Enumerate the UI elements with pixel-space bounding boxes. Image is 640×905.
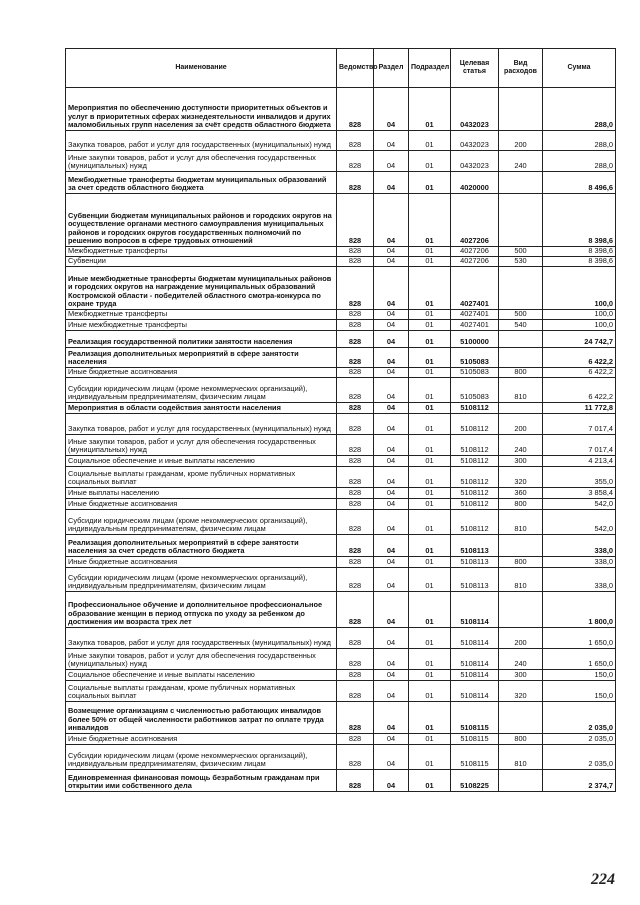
cell-name: Закупка товаров, работ и услуг для государственных (муниципальных) нужд (66, 628, 337, 649)
cell-section: 04 (374, 568, 409, 592)
cell-dept: 828 (337, 510, 374, 535)
cell-target: 5108112 (451, 435, 499, 456)
cell-target: 5108114 (451, 681, 499, 702)
cell-target: 5108112 (451, 467, 499, 488)
cell-dept: 828 (337, 745, 374, 770)
cell-subsection: 01 (409, 172, 451, 194)
table-row (66, 348, 616, 368)
cell-section: 04 (374, 734, 409, 745)
cell-sum: 1 650,0 (543, 649, 616, 670)
cell-kind: 540 (499, 320, 543, 331)
table-row (66, 194, 616, 247)
cell-subsection: 01 (409, 378, 451, 403)
cell-sum: 7 017,4 (543, 414, 616, 435)
cell-section: 04 (374, 649, 409, 670)
cell-dept: 828 (337, 499, 374, 510)
cell-kind: 810 (499, 510, 543, 535)
cell-subsection: 01 (409, 131, 451, 151)
cell-sum: 2 035,0 (543, 745, 616, 770)
cell-sum: 100,0 (543, 267, 616, 310)
cell-dept: 828 (337, 702, 374, 734)
cell-section: 04 (374, 88, 409, 131)
cell-sum: 288,0 (543, 131, 616, 151)
cell-kind: 800 (499, 734, 543, 745)
cell-name: Межбюджетные трансферты (66, 247, 337, 257)
cell-kind: 240 (499, 435, 543, 456)
cell-sum: 8 398,6 (543, 194, 616, 247)
cell-kind: 200 (499, 131, 543, 151)
cell-sum: 288,0 (543, 151, 616, 172)
cell-subsection: 01 (409, 510, 451, 535)
cell-name: Иные бюджетные ассигнования (66, 734, 337, 745)
table-row (66, 456, 616, 467)
cell-kind: 300 (499, 670, 543, 681)
cell-section: 04 (374, 403, 409, 414)
cell-name: Субсидии юридическим лицам (кроме некоммерческих организаций), индивидуальным предпринимателям, физическим лицам (66, 568, 337, 592)
cell-section: 04 (374, 267, 409, 310)
cell-subsection: 01 (409, 456, 451, 467)
cell-name: Иные межбюджетные трансферты бюджетам муниципальных районов и городских округов на награждение муниципальных образований Костромской области - победителей областного смотра-конкурса по охране труда (66, 267, 337, 310)
table-row (66, 310, 616, 320)
table-row (66, 378, 616, 403)
cell-section: 04 (374, 535, 409, 557)
cell-kind: 200 (499, 628, 543, 649)
cell-target: 5105083 (451, 348, 499, 368)
table-row (66, 88, 616, 131)
cell-name: Иные закупки товаров, работ и услуг для обеспечения государственных (муниципальных) нужд (66, 435, 337, 456)
cell-subsection: 01 (409, 745, 451, 770)
cell-section: 04 (374, 151, 409, 172)
cell-name: Реализация государственной политики занятости населения (66, 331, 337, 348)
cell-dept: 828 (337, 131, 374, 151)
cell-sum: 150,0 (543, 670, 616, 681)
cell-name: Социальные выплаты гражданам, кроме публичных нормативных социальных выплат (66, 467, 337, 488)
cell-kind: 800 (499, 368, 543, 378)
cell-sum: 8 398,6 (543, 247, 616, 257)
budget-table (65, 48, 616, 792)
cell-subsection: 01 (409, 435, 451, 456)
cell-name: Профессиональное обучение и дополнительное профессиональное образование женщин в период отпуска по уходу за ребенком до достижения им возраста трех лет (66, 592, 337, 628)
cell-kind: 320 (499, 681, 543, 702)
cell-section: 04 (374, 467, 409, 488)
cell-target: 5108112 (451, 499, 499, 510)
cell-sum: 2 374,7 (543, 770, 616, 792)
cell-kind: 800 (499, 557, 543, 568)
header-section: Раздел (374, 49, 409, 88)
cell-subsection: 01 (409, 310, 451, 320)
cell-sum: 24 742,7 (543, 331, 616, 348)
cell-target: 5108225 (451, 770, 499, 792)
cell-kind: 500 (499, 247, 543, 257)
cell-name: Возмещение организациям с численностью работающих инвалидов более 50% от общей численности работников затрат по оплате труда инвалидов (66, 702, 337, 734)
cell-subsection: 01 (409, 557, 451, 568)
cell-sum: 1 650,0 (543, 628, 616, 649)
table-row (66, 681, 616, 702)
cell-sum: 6 422,2 (543, 368, 616, 378)
cell-name: Субсидии юридическим лицам (кроме некоммерческих организаций), индивидуальным предпринимателям, физическим лицам (66, 510, 337, 535)
cell-subsection: 01 (409, 247, 451, 257)
cell-kind (499, 535, 543, 557)
cell-kind (499, 172, 543, 194)
header-target: Целевая статья (451, 49, 499, 88)
cell-target: 5108114 (451, 592, 499, 628)
cell-subsection: 01 (409, 670, 451, 681)
cell-section: 04 (374, 488, 409, 499)
table-row (66, 670, 616, 681)
table-row (66, 151, 616, 172)
table-row (66, 131, 616, 151)
table-row (66, 488, 616, 499)
cell-subsection: 01 (409, 194, 451, 247)
cell-dept: 828 (337, 172, 374, 194)
cell-dept: 828 (337, 568, 374, 592)
cell-kind: 240 (499, 151, 543, 172)
cell-kind: 530 (499, 257, 543, 267)
cell-kind (499, 770, 543, 792)
cell-dept: 828 (337, 535, 374, 557)
header-subsection: Подраздел (409, 49, 451, 88)
cell-target: 0432023 (451, 151, 499, 172)
cell-target: 4027206 (451, 247, 499, 257)
cell-target: 5108112 (451, 510, 499, 535)
cell-sum: 338,0 (543, 557, 616, 568)
cell-target: 4027401 (451, 310, 499, 320)
cell-name: Закупка товаров, работ и услуг для государственных (муниципальных) нужд (66, 131, 337, 151)
cell-name: Иные закупки товаров, работ и услуг для обеспечения государственных (муниципальных) нужд (66, 151, 337, 172)
cell-subsection: 01 (409, 628, 451, 649)
cell-kind: 320 (499, 467, 543, 488)
cell-name: Реализация дополнительных мероприятий в сфере занятости населения за счет средств областного бюджета (66, 535, 337, 557)
cell-name: Иные бюджетные ассигнования (66, 499, 337, 510)
table-row (66, 257, 616, 267)
cell-target: 5108115 (451, 702, 499, 734)
cell-sum: 355,0 (543, 467, 616, 488)
cell-sum: 4 213,4 (543, 456, 616, 467)
cell-section: 04 (374, 510, 409, 535)
cell-target: 4027206 (451, 257, 499, 267)
cell-section: 04 (374, 499, 409, 510)
cell-sum: 3 858,4 (543, 488, 616, 499)
cell-section: 04 (374, 670, 409, 681)
header-dept: Ведомство (337, 49, 374, 88)
cell-kind: 810 (499, 378, 543, 403)
cell-subsection: 01 (409, 535, 451, 557)
cell-target: 5100000 (451, 331, 499, 348)
cell-name: Иные закупки товаров, работ и услуг для обеспечения государственных (муниципальных) нужд (66, 649, 337, 670)
cell-kind: 360 (499, 488, 543, 499)
cell-sum: 6 422,2 (543, 348, 616, 368)
table-row (66, 649, 616, 670)
cell-subsection: 01 (409, 151, 451, 172)
cell-dept: 828 (337, 649, 374, 670)
cell-target: 5108112 (451, 403, 499, 414)
cell-dept: 828 (337, 770, 374, 792)
cell-target: 5108113 (451, 535, 499, 557)
table-row (66, 435, 616, 456)
header-kind: Вид расходов (499, 49, 543, 88)
cell-section: 04 (374, 702, 409, 734)
table-row (66, 734, 616, 745)
cell-subsection: 01 (409, 499, 451, 510)
cell-sum: 338,0 (543, 568, 616, 592)
cell-name: Мероприятия в области содействия занятости населения (66, 403, 337, 414)
cell-dept: 828 (337, 414, 374, 435)
cell-sum: 100,0 (543, 310, 616, 320)
cell-section: 04 (374, 320, 409, 331)
cell-dept: 828 (337, 320, 374, 331)
table-row (66, 368, 616, 378)
cell-section: 04 (374, 310, 409, 320)
cell-dept: 828 (337, 368, 374, 378)
cell-kind: 500 (499, 310, 543, 320)
cell-name: Закупка товаров, работ и услуг для государственных (муниципальных) нужд (66, 414, 337, 435)
cell-subsection: 01 (409, 592, 451, 628)
cell-section: 04 (374, 592, 409, 628)
cell-section: 04 (374, 257, 409, 267)
cell-dept: 828 (337, 331, 374, 348)
cell-name: Субсидии юридическим лицам (кроме некоммерческих организаций), индивидуальным предпринимателям, физическим лицам (66, 378, 337, 403)
cell-subsection: 01 (409, 734, 451, 745)
cell-target: 0432023 (451, 131, 499, 151)
cell-subsection: 01 (409, 488, 451, 499)
cell-dept: 828 (337, 378, 374, 403)
cell-sum: 542,0 (543, 510, 616, 535)
header-row (66, 49, 616, 88)
cell-section: 04 (374, 368, 409, 378)
cell-kind (499, 403, 543, 414)
cell-name: Иные бюджетные ассигнования (66, 368, 337, 378)
cell-target: 5105083 (451, 368, 499, 378)
cell-target: 5108114 (451, 670, 499, 681)
cell-section: 04 (374, 456, 409, 467)
cell-kind: 300 (499, 456, 543, 467)
cell-dept: 828 (337, 734, 374, 745)
cell-name: Межбюджетные трансферты (66, 310, 337, 320)
cell-target: 4027401 (451, 320, 499, 331)
cell-name: Социальное обеспечение и иные выплаты населению (66, 670, 337, 681)
cell-name: Иные межбюджетные трансферты (66, 320, 337, 331)
cell-target: 0432023 (451, 88, 499, 131)
cell-sum: 7 017,4 (543, 435, 616, 456)
cell-section: 04 (374, 331, 409, 348)
table-row (66, 628, 616, 649)
cell-subsection: 01 (409, 88, 451, 131)
cell-dept: 828 (337, 257, 374, 267)
cell-subsection: 01 (409, 702, 451, 734)
cell-dept: 828 (337, 628, 374, 649)
cell-target: 4027401 (451, 267, 499, 310)
cell-dept: 828 (337, 557, 374, 568)
table-row (66, 414, 616, 435)
table-row (66, 770, 616, 792)
cell-sum: 2 035,0 (543, 734, 616, 745)
table-row (66, 320, 616, 331)
cell-sum: 150,0 (543, 681, 616, 702)
cell-section: 04 (374, 628, 409, 649)
table-row (66, 331, 616, 348)
cell-subsection: 01 (409, 403, 451, 414)
table-row (66, 403, 616, 414)
cell-sum: 2 035,0 (543, 702, 616, 734)
cell-kind (499, 88, 543, 131)
cell-name: Единовременная финансовая помощь безработным гражданам при открытии ими собственного дела (66, 770, 337, 792)
cell-sum: 1 800,0 (543, 592, 616, 628)
cell-dept: 828 (337, 88, 374, 131)
cell-kind (499, 331, 543, 348)
cell-target: 5108113 (451, 557, 499, 568)
table-row (66, 510, 616, 535)
cell-target: 5108112 (451, 456, 499, 467)
header-sum: Сумма (543, 49, 616, 88)
cell-target: 5108115 (451, 745, 499, 770)
cell-subsection: 01 (409, 257, 451, 267)
cell-name: Межбюджетные трансферты бюджетам муниципальных образований за счет средств областного бюджета (66, 172, 337, 194)
cell-dept: 828 (337, 670, 374, 681)
cell-subsection: 01 (409, 649, 451, 670)
cell-kind: 800 (499, 499, 543, 510)
cell-subsection: 01 (409, 467, 451, 488)
cell-name: Субвенции (66, 257, 337, 267)
cell-kind: 240 (499, 649, 543, 670)
cell-target: 4020000 (451, 172, 499, 194)
table-row (66, 499, 616, 510)
cell-section: 04 (374, 194, 409, 247)
table-row (66, 568, 616, 592)
cell-subsection: 01 (409, 414, 451, 435)
cell-section: 04 (374, 131, 409, 151)
cell-kind: 810 (499, 568, 543, 592)
table-row (66, 467, 616, 488)
cell-section: 04 (374, 348, 409, 368)
cell-sum: 100,0 (543, 320, 616, 331)
cell-target: 5108115 (451, 734, 499, 745)
table-row (66, 702, 616, 734)
cell-target: 5108112 (451, 488, 499, 499)
cell-section: 04 (374, 681, 409, 702)
cell-name: Субсидии юридическим лицам (кроме некоммерческих организаций), индивидуальным предпринимателям, физическим лицам (66, 745, 337, 770)
cell-dept: 828 (337, 247, 374, 257)
cell-sum: 542,0 (543, 499, 616, 510)
cell-subsection: 01 (409, 331, 451, 348)
cell-dept: 828 (337, 310, 374, 320)
cell-subsection: 01 (409, 348, 451, 368)
cell-name: Иные бюджетные ассигнования (66, 557, 337, 568)
table-row (66, 535, 616, 557)
cell-subsection: 01 (409, 770, 451, 792)
cell-section: 04 (374, 378, 409, 403)
cell-dept: 828 (337, 267, 374, 310)
cell-target: 4027206 (451, 194, 499, 247)
table-row (66, 557, 616, 568)
cell-dept: 828 (337, 348, 374, 368)
cell-sum: 338,0 (543, 535, 616, 557)
cell-section: 04 (374, 414, 409, 435)
cell-dept: 828 (337, 681, 374, 702)
cell-subsection: 01 (409, 681, 451, 702)
cell-dept: 828 (337, 456, 374, 467)
cell-section: 04 (374, 435, 409, 456)
cell-target: 5108114 (451, 649, 499, 670)
cell-kind (499, 592, 543, 628)
cell-name: Реализация дополнительных мероприятий в сфере занятости населения (66, 348, 337, 368)
cell-name: Социальные выплаты гражданам, кроме публичных нормативных социальных выплат (66, 681, 337, 702)
cell-section: 04 (374, 557, 409, 568)
cell-kind (499, 348, 543, 368)
cell-subsection: 01 (409, 368, 451, 378)
cell-sum: 11 772,8 (543, 403, 616, 414)
cell-sum: 8 496,6 (543, 172, 616, 194)
page-number: 224 (591, 871, 615, 888)
table-row (66, 592, 616, 628)
cell-kind: 200 (499, 414, 543, 435)
cell-dept: 828 (337, 488, 374, 499)
cell-name: Иные выплаты населению (66, 488, 337, 499)
cell-dept: 828 (337, 435, 374, 456)
cell-sum: 8 398,6 (543, 257, 616, 267)
cell-dept: 828 (337, 151, 374, 172)
cell-kind (499, 194, 543, 247)
cell-dept: 828 (337, 194, 374, 247)
cell-subsection: 01 (409, 267, 451, 310)
cell-target: 5108114 (451, 628, 499, 649)
table-row (66, 745, 616, 770)
cell-dept: 828 (337, 403, 374, 414)
cell-subsection: 01 (409, 568, 451, 592)
cell-section: 04 (374, 770, 409, 792)
table-row (66, 267, 616, 310)
cell-sum: 288,0 (543, 88, 616, 131)
table-row (66, 172, 616, 194)
cell-target: 5105083 (451, 378, 499, 403)
cell-section: 04 (374, 172, 409, 194)
table-row (66, 247, 616, 257)
cell-dept: 828 (337, 467, 374, 488)
cell-name: Мероприятия по обеспечению доступности приоритетных объектов и услуг в приоритетных сферах жизнедеятельности инвалидов и других маломобильных групп населения за счёт средств областного бюджета (66, 88, 337, 131)
cell-kind (499, 267, 543, 310)
cell-name: Социальное обеспечение и иные выплаты населению (66, 456, 337, 467)
cell-kind (499, 702, 543, 734)
cell-subsection: 01 (409, 320, 451, 331)
cell-target: 5108113 (451, 568, 499, 592)
cell-dept: 828 (337, 592, 374, 628)
cell-section: 04 (374, 745, 409, 770)
cell-sum: 6 422,2 (543, 378, 616, 403)
header-name: Наименование (66, 49, 337, 88)
cell-section: 04 (374, 247, 409, 257)
cell-name: Субвенции бюджетам муниципальных районов и городских округов на осуществление органами местного самоуправления муниципальных районов и городских округов государственных полномочий по решению вопросов в сфере трудовых отношений (66, 194, 337, 247)
cell-target: 5108112 (451, 414, 499, 435)
cell-kind: 810 (499, 745, 543, 770)
